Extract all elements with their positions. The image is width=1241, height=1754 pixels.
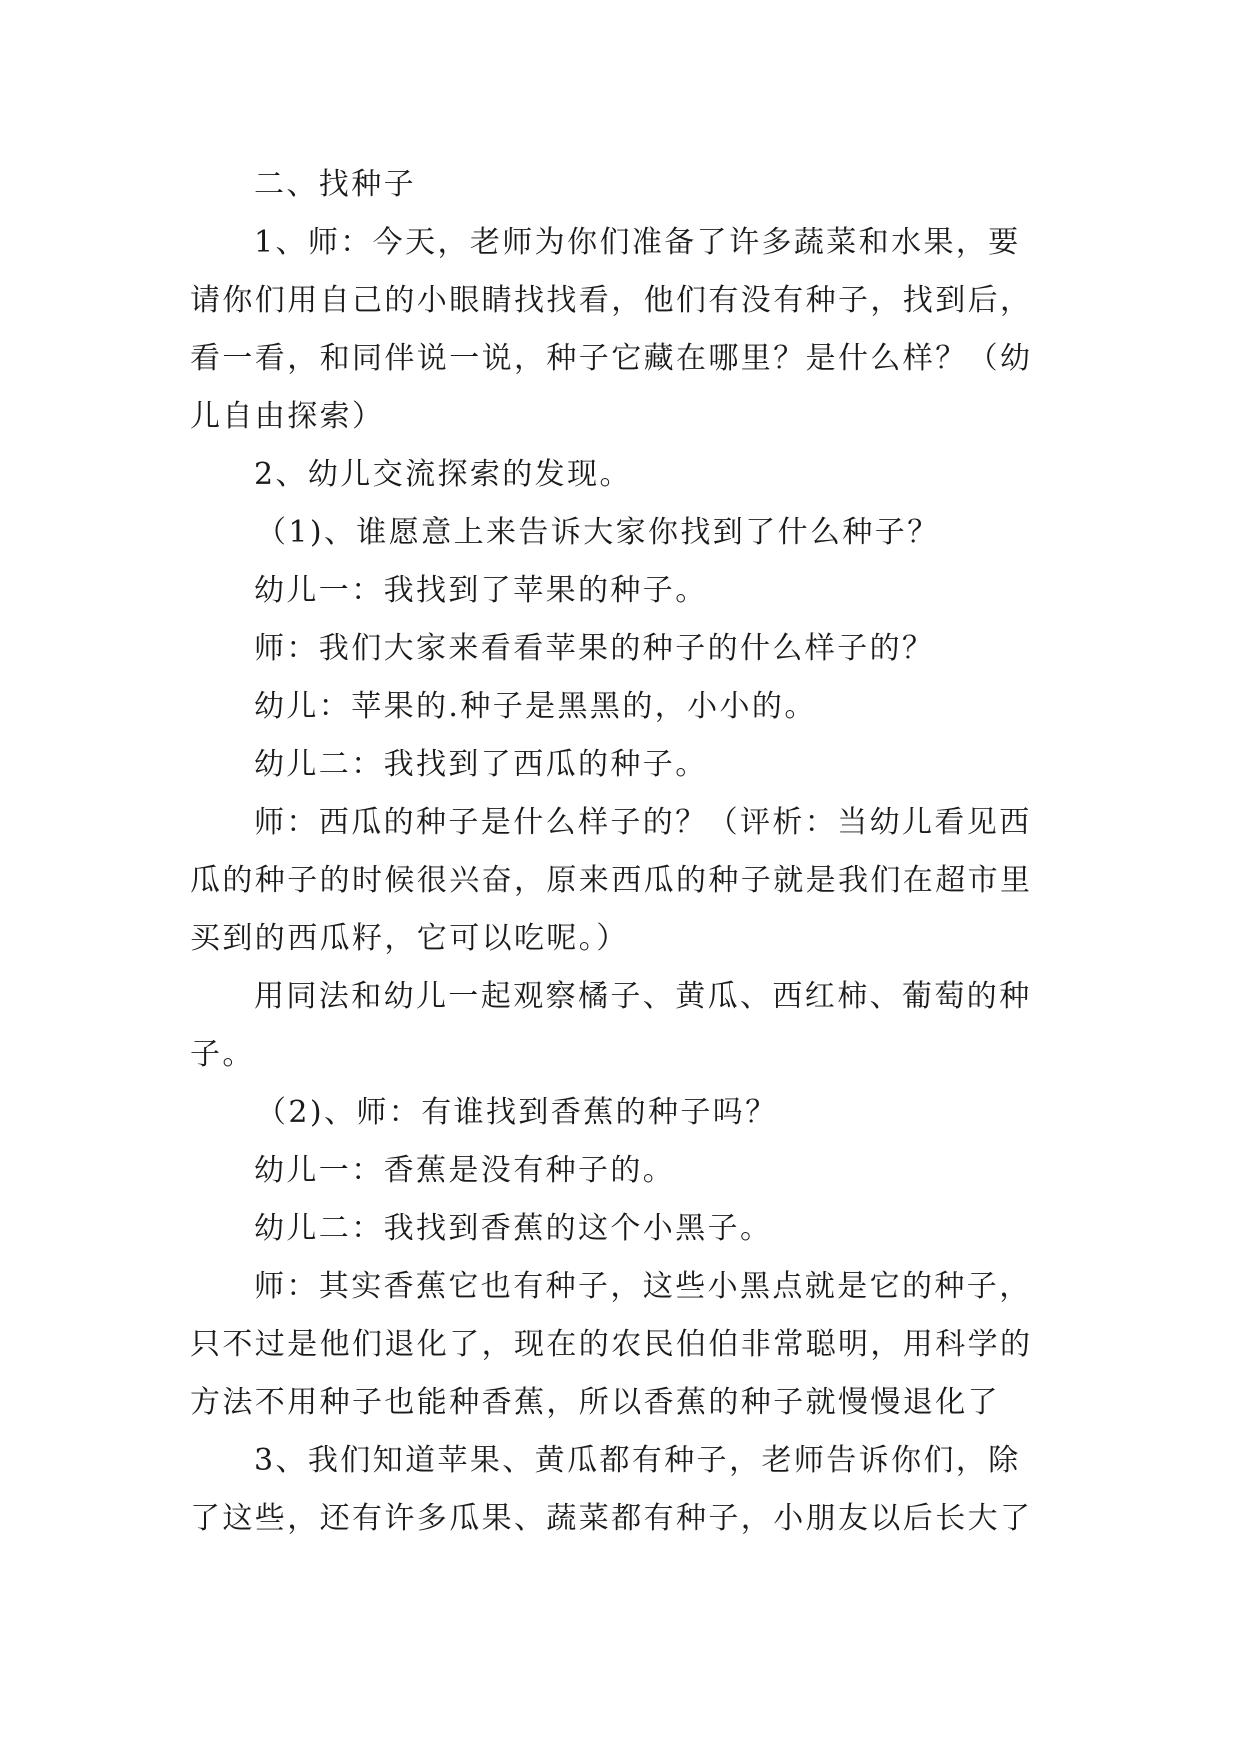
paragraph-line: 看一看，和同伴说一说，种子它藏在哪里？是什么样？（幼 — [190, 341, 1033, 376]
section-heading: 二、找种子 — [254, 167, 416, 202]
paragraph-line: 方法不用种子也能种香蕉，所以香蕉的种子就慢慢退化了 — [190, 1385, 1000, 1420]
dialogue-line: 幼儿：苹果的.种子是黑黑的，小小的。 — [254, 689, 817, 724]
paragraph-line: （2)、师：有谁找到香蕉的种子吗？ — [256, 1095, 778, 1130]
document-body — [190, 156, 1070, 1548]
dialogue-line: 幼儿二：我找到了西瓜的种子。 — [254, 747, 708, 782]
paragraph-line: 买到的西瓜籽，它可以吃呢。） — [190, 921, 629, 956]
paragraph-line: 了这些，还有许多瓜果、蔬菜都有种子，小朋友以后长大了 — [190, 1501, 1033, 1536]
paragraph-line: 请你们用自己的小眼睛找找看，他们有没有种子，找到后， — [190, 283, 1033, 318]
paragraph-line: 用同法和幼儿一起观察橘子、黄瓜、西红柿、葡萄的种 — [254, 979, 1032, 1014]
paragraph-line: 1、师：今天，老师为你们准备了许多蔬菜和水果，要 — [254, 225, 1021, 260]
dialogue-line: 幼儿二：我找到香蕉的这个小黑子。 — [254, 1211, 773, 1246]
paragraph-line: 瓜的种子的时候很兴奋，原来西瓜的种子就是我们在超市里 — [190, 863, 1033, 898]
paragraph-line: 子。 — [190, 1037, 255, 1072]
dialogue-line: 师：我们大家来看看苹果的种子的什么样子的？ — [254, 631, 935, 666]
paragraph-line: （1)、谁愿意上来告诉大家你找到了什么种子？ — [256, 515, 940, 550]
paragraph-line: 儿自由探索） — [190, 399, 385, 434]
paragraph-line: 3、我们知道苹果、黄瓜都有种子，老师告诉你们，除 — [254, 1443, 1021, 1478]
dialogue-line: 幼儿一：香蕉是没有种子的。 — [254, 1153, 676, 1188]
dialogue-line: 师：西瓜的种子是什么样子的？（评析：当幼儿看见西 — [254, 805, 1032, 840]
dialogue-line: 师：其实香蕉它也有种子，这些小黑点就是它的种子， — [254, 1269, 1032, 1304]
dialogue-line: 幼儿一：我找到了苹果的种子。 — [254, 573, 708, 608]
paragraph-line: 2、幼儿交流探索的发现。 — [254, 457, 632, 492]
paragraph-line: 只不过是他们退化了，现在的农民伯伯非常聪明，用科学的 — [190, 1327, 1033, 1362]
